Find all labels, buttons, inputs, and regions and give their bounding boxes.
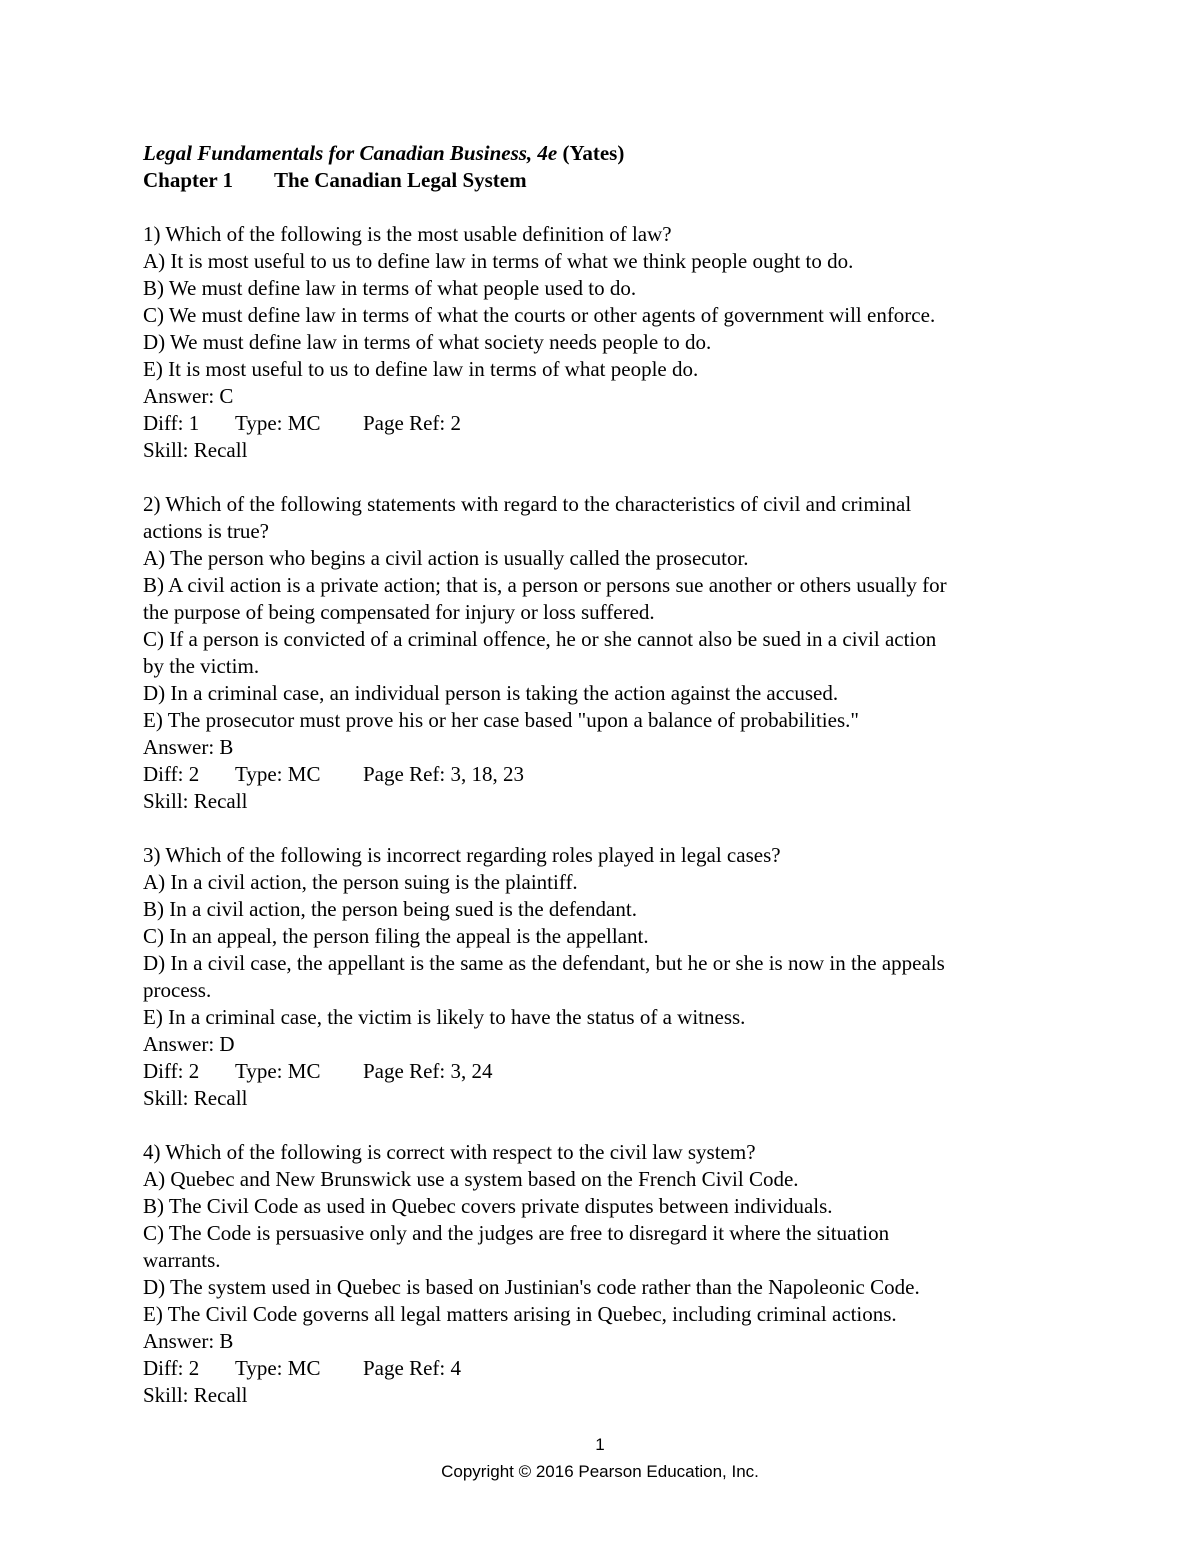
chapter-heading: [143, 167, 1063, 194]
page-reference: Page Ref: 4: [363, 1356, 461, 1380]
question-meta: [143, 761, 1063, 788]
skill-label: Skill: Recall: [143, 1383, 248, 1407]
difficulty: Diff: 2: [143, 1059, 200, 1083]
answer-key: Answer: D: [143, 1032, 235, 1056]
difficulty: Diff: 2: [143, 762, 200, 786]
question-stem: 4) Which of the following is correct with respect to the civil law system?: [143, 1140, 756, 1164]
page-number: 1: [595, 1435, 605, 1454]
answer-option: D) We must define law in terms of what society needs people to do.: [143, 330, 712, 354]
skill-label: Skill: Recall: [143, 789, 248, 813]
answer-option: A) Quebec and New Brunswick use a system based on the French Civil Code.: [143, 1167, 799, 1191]
question-block: [143, 1139, 1063, 1409]
difficulty: Diff: 2: [143, 1356, 200, 1380]
question-stem: 3) Which of the following is incorrect regarding roles played in legal cases?: [143, 843, 781, 867]
answer-key: Answer: C: [143, 384, 234, 408]
answer-option: B) We must define law in terms of what people used to do.: [143, 276, 637, 300]
answer-option: process.: [143, 978, 212, 1002]
answer-option: C) In an appeal, the person filing the appeal is the appellant.: [143, 924, 649, 948]
answer-option: warrants.: [143, 1248, 221, 1272]
copyright-notice: Copyright © 2016 Pearson Education, Inc.: [441, 1462, 759, 1481]
question-type: Type: MC: [235, 1059, 321, 1083]
question-stem: 1) Which of the following is the most usable definition of law?: [143, 222, 672, 246]
question-block: [143, 221, 1063, 464]
page-reference: Page Ref: 2: [363, 411, 461, 435]
question-meta: [143, 410, 1063, 437]
answer-option: A) It is most useful to us to define law in terms of what we think people ought to do.: [143, 249, 854, 273]
book-title-line: [143, 140, 1063, 167]
book-title: Legal Fundamentals for Canadian Business, 4e: [143, 141, 558, 165]
answer-option: by the victim.: [143, 654, 260, 678]
answer-option: E) In a criminal case, the victim is likely to have the status of a witness.: [143, 1005, 746, 1029]
answer-option: D) In a civil case, the appellant is the same as the defendant, but he or she is now in the appeals: [143, 951, 945, 975]
question-block: [143, 491, 1063, 815]
page-content: [143, 140, 1063, 1409]
question-type: Type: MC: [235, 1356, 321, 1380]
answer-option: the purpose of being compensated for injury or loss suffered.: [143, 600, 655, 624]
answer-option: E) The Civil Code governs all legal matters arising in Quebec, including criminal actions.: [143, 1302, 897, 1326]
answer-option: D) In a criminal case, an individual person is taking the action against the accused.: [143, 681, 839, 705]
answer-option: C) We must define law in terms of what the courts or other agents of government will enforce.: [143, 303, 936, 327]
book-author: (Yates): [562, 141, 625, 165]
answer-option: B) The Civil Code as used in Quebec covers private disputes between individuals.: [143, 1194, 833, 1218]
chapter-number: Chapter 1: [143, 168, 234, 192]
answer-option: A) The person who begins a civil action is usually called the prosecutor.: [143, 546, 749, 570]
question-type: Type: MC: [235, 762, 321, 786]
answer-option: C) If a person is convicted of a criminal offence, he or she cannot also be sued in a civil action: [143, 627, 937, 651]
page-reference: Page Ref: 3, 24: [363, 1059, 493, 1083]
answer-option: B) A civil action is a private action; that is, a person or persons sue another or others usually for: [143, 573, 947, 597]
answer-option: C) The Code is persuasive only and the judges are free to disregard it where the situation: [143, 1221, 890, 1245]
answer-key: Answer: B: [143, 1329, 234, 1353]
question-stem: 2) Which of the following statements with regard to the characteristics of civil and criminal: [143, 492, 912, 516]
question-meta: [143, 1058, 1063, 1085]
question-type: Type: MC: [235, 411, 321, 435]
question-stem: actions is true?: [143, 519, 269, 543]
page-reference: Page Ref: 3, 18, 23: [363, 762, 524, 786]
question-meta: [143, 1355, 1063, 1382]
answer-option: A) In a civil action, the person suing is the plaintiff.: [143, 870, 578, 894]
answer-option: E) It is most useful to us to define law in terms of what people do.: [143, 357, 699, 381]
skill-label: Skill: Recall: [143, 1086, 248, 1110]
chapter-title: The Canadian Legal System: [274, 168, 527, 192]
answer-option: B) In a civil action, the person being sued is the defendant.: [143, 897, 637, 921]
answer-option: E) The prosecutor must prove his or her case based "upon a balance of probabilities.": [143, 708, 859, 732]
answer-option: D) The system used in Quebec is based on Justinian's code rather than the Napoleonic Code.: [143, 1275, 920, 1299]
answer-key: Answer: B: [143, 735, 234, 759]
difficulty: Diff: 1: [143, 411, 200, 435]
question-block: [143, 842, 1063, 1112]
skill-label: Skill: Recall: [143, 438, 248, 462]
